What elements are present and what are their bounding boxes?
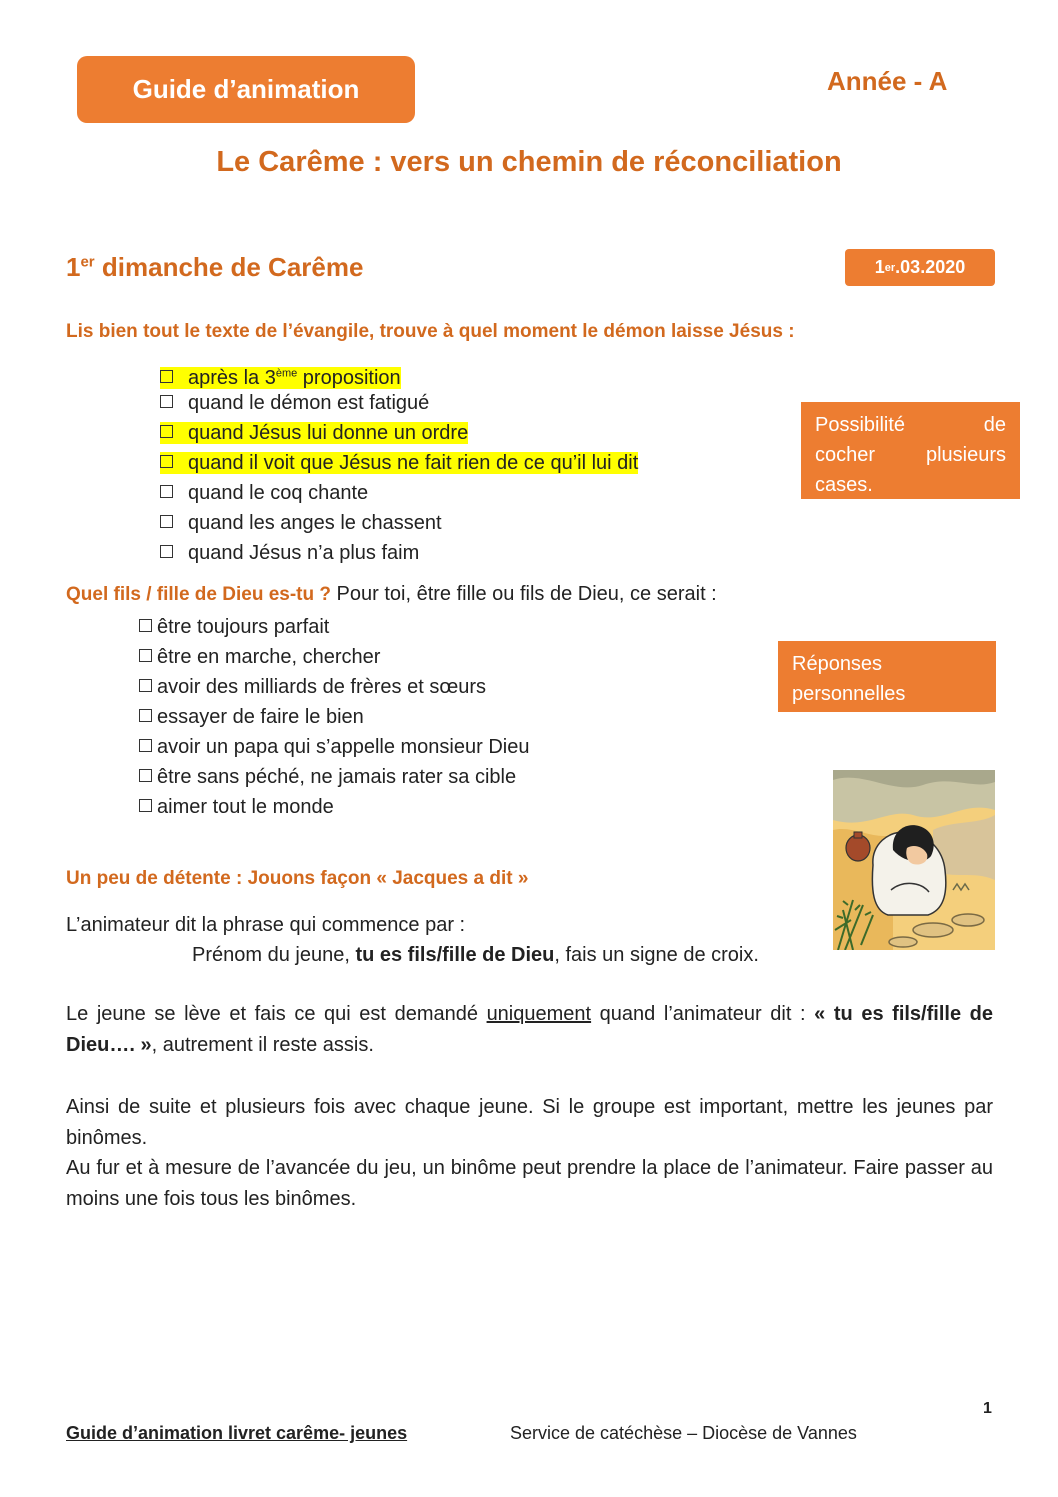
paragraph: Ainsi de suite et plusieurs fois avec chaque jeune. Si le groupe est important, mettre les jeunes par binômes. xyxy=(66,1096,993,1149)
checkbox[interactable] xyxy=(139,619,152,632)
list-item: quand il voit que Jésus ne fait rien de ce qu’il lui dit xyxy=(160,448,638,478)
list-item: être sans péché, ne jamais rater sa cible xyxy=(139,762,529,792)
checkbox[interactable] xyxy=(160,425,173,438)
checkbox[interactable] xyxy=(160,515,173,528)
checkbox[interactable] xyxy=(160,395,173,408)
note-multiple-choice: Possibilité de cocher plusieurs cases. xyxy=(801,402,1020,499)
list-item: aimer tout le monde xyxy=(139,792,529,822)
checkbox[interactable] xyxy=(139,679,152,692)
date-badge: 1 er .03.2020 xyxy=(845,249,995,286)
checkbox[interactable] xyxy=(139,709,152,722)
checkbox[interactable] xyxy=(160,545,173,558)
year-label: Année - A xyxy=(827,66,948,96)
list-item: être en marche, chercher xyxy=(139,642,529,672)
list-item: quand Jésus lui donne un ordre xyxy=(160,418,638,448)
question-2-heading: Quel fils / fille de Dieu es-tu ? xyxy=(66,584,331,605)
question-1-heading: Lis bien tout le texte de l’évangile, trouve à quel moment le démon laisse Jésus : xyxy=(66,321,795,342)
paragraph: Le jeune se lève et fais ce qui est demandé uniquement quand l’animateur dit : « tu es fils/fille de Dieu…. », autrement il reste assis. xyxy=(66,1003,993,1056)
question-2-options xyxy=(139,612,529,822)
checkbox[interactable] xyxy=(139,649,152,662)
checkbox[interactable] xyxy=(139,739,152,752)
list-item: être toujours parfait xyxy=(139,612,529,642)
list-item: après la 3ème proposition xyxy=(160,358,638,388)
checkbox[interactable] xyxy=(160,370,173,383)
checkbox[interactable] xyxy=(139,769,152,782)
guide-badge: Guide d’animation xyxy=(77,56,415,123)
list-item: avoir un papa qui s’appelle monsieur Dieu xyxy=(139,732,529,762)
paragraph: Prénom du jeune, tu es fils/fille de Dieu, fais un signe de croix. xyxy=(192,944,759,966)
question-1-options xyxy=(160,358,638,568)
checkbox[interactable] xyxy=(160,485,173,498)
list-item: quand Jésus n’a plus faim xyxy=(160,538,638,568)
question-3-heading: Un peu de détente : Jouons façon « Jacques a dit » xyxy=(66,868,529,889)
page-number: 1 xyxy=(983,1400,992,1417)
footer-service: Service de catéchèse – Diocèse de Vannes xyxy=(510,1423,857,1443)
footer-title: Guide d’animation livret carême- jeunes xyxy=(66,1423,408,1443)
paragraph: L’animateur dit la phrase qui commence par : xyxy=(66,914,466,936)
question-2-line: Quel fils / fille de Dieu es-tu ? Pour toi, être fille ou fils de Dieu, ce serait : xyxy=(66,583,717,605)
list-item: essayer de faire le bien xyxy=(139,702,529,732)
note-personal-answers: Réponses personnelles xyxy=(778,641,996,712)
page-title: Le Carême : vers un chemin de réconciliation xyxy=(216,146,842,178)
list-item: quand les anges le chassent xyxy=(160,508,638,538)
checkbox[interactable] xyxy=(160,455,173,468)
sunday-heading: 1er dimanche de Carême xyxy=(66,252,364,282)
checkbox[interactable] xyxy=(139,799,152,812)
paragraph: Au fur et à mesure de l’avancée du jeu, un binôme peut prendre la place de l’animateur. Faire passer au moins une fois tous les binômes. xyxy=(66,1157,993,1210)
list-item: quand le démon est fatigué xyxy=(160,388,638,418)
list-item: quand le coq chante xyxy=(160,478,638,508)
list-item: avoir des milliards de frères et sœurs xyxy=(139,672,529,702)
